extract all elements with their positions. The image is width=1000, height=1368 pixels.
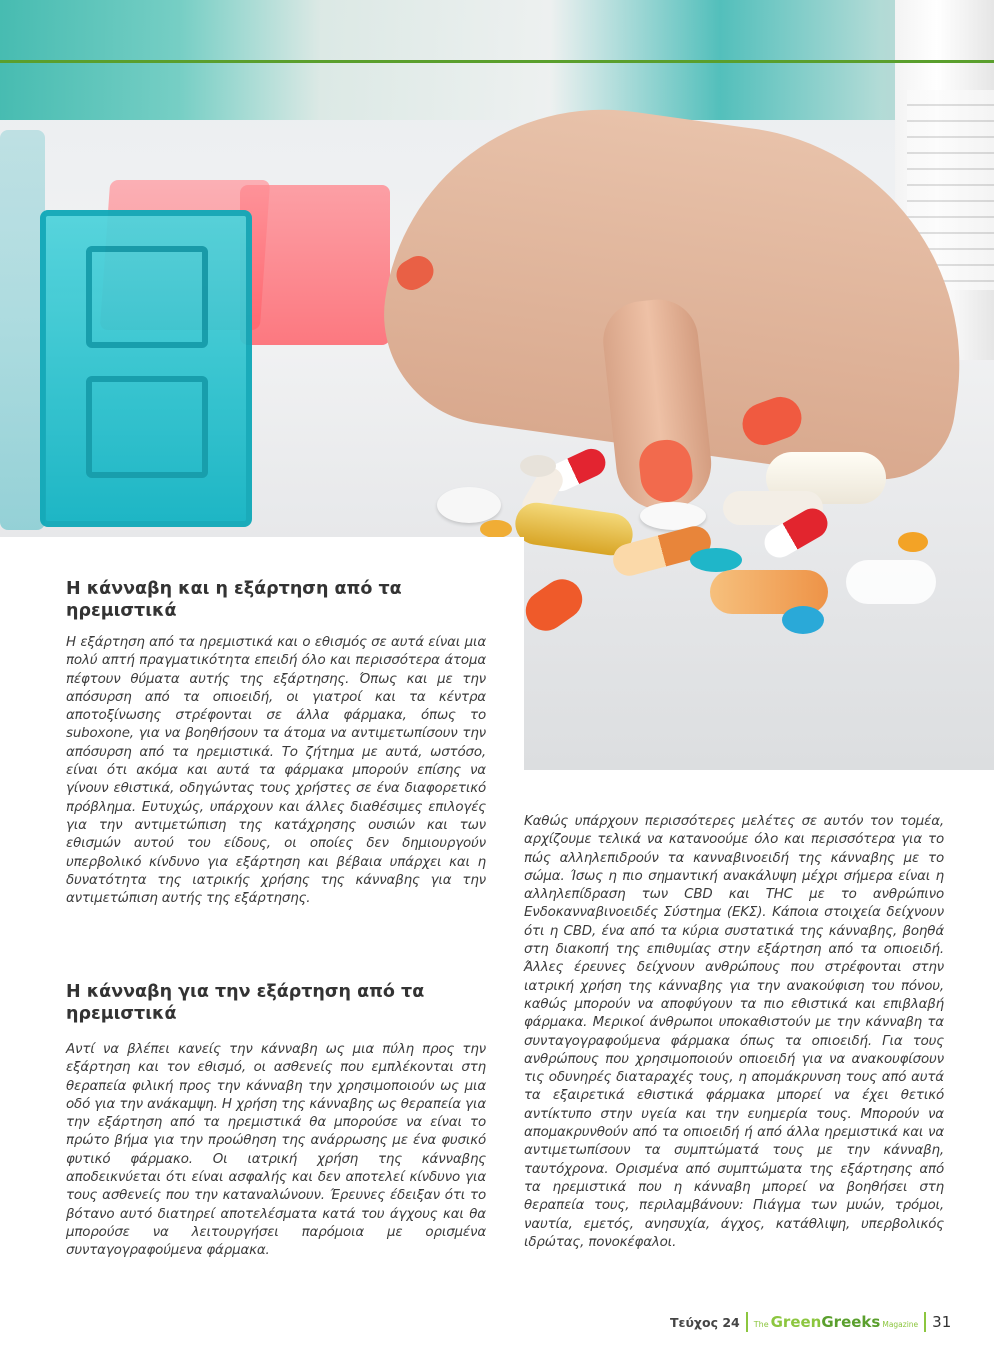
brand-greeks: Greeks [821, 1313, 881, 1331]
footer-separator-2 [924, 1312, 926, 1332]
right-column-paragraph: Καθώς υπάρχουν περισσότερες μελέτες σε αυτόν τον τομέα, αρχίζουμε τελικά να κατανοούμε όλο και περισσότερα για το πώς αλληλεπιδρούν τα κανναβινοειδή της κάνναβης με το σώμα. Ίσως η πιο σημαντική ανακάλυψη μέχρι σήμερα είναι η αλληλεπίδραση των CBD και THC με το ανθρώπινο Ενδοκανναβινοειδές Σύστημα (ΕΚΣ). Κάποια στοιχεία δείχνουν ότι η CBD, ένα από τα κύρια συστατικά της κάνναβης, βοηθά στη διακοπή της επιθυμίας στην εξάρτηση από τα οπιοειδή. Άλλες έρευνες δείχνουν ανθρώπους που στρέφονται στην ιατρική χρήση της κάνναβης για την ανακούφιση του πόνου, καθώς μπορούν να αποφύγουν τα πιο εθιστικά και επιβλαβή φάρμακα. Μερικοί άνθρωποι υποκαθιστούν με την κάνναβη τα συνταγογραφούμενα φάρμακα όπως τα οπιοειδή. Για τους ανθρώπους που χρησιμοποιούν οπιοειδή για να ανακουφίσουν τις οδυνηρές διαταραχές τους, η απομάκρυνση τους από αυτά τα εξαιρετικά εθιστικά φάρμακα μπορεί να έχει θετικό αντίκτυπο στην υγεία και την ευημερία τους. Μπορούν να απομακρυνθούν από τα οπιοειδή ή από άλλα ηρεμιστικά και να αντιμετωπίσουν τα συμπτώματά τους με την κάνναβη, ταυτόχρονα. Ορισμένα από συμπτώματα της εξάρτησης από τα ηρεμιστικά που η κάνναβη μπορεί να βοηθήσει στη θεραπεία τους, περιλαμβάνουν: Πιάγμα των μυών, τρόμοι, ναυτία, εμετός, ανησυχία, άγχος, κατάθλιψη, υπερβολικός ιδρώτας, πονοκέφαλοι. [524, 814, 944, 1250]
section1-heading: Η κάνναβη και η εξάρτηση από τα ηρεμιστικά [66, 579, 402, 621]
brand-logo [754, 1313, 918, 1331]
section1-paragraph: Η εξάρτηση από τα ηρεμιστικά και ο εθισμός σε αυτά είναι μια πολύ απτή πραγματικότητα επειδή όλο και περισσότερα άτομα πέφτουν θύματα αυτής της εξάρτησης. Όπως και με την απόσυρση από τα οπιοειδή, οι γιατροί και τα κέντρα αποτοξίνωσης στρέφονται σε άλλα φάρμακα, όπως το suboxone, για να βοηθήσουν τα άτομα να αντιμετωπίσουν την απόσυρση από τα ηρεμιστικά. Το ζήτημα με αυτά, ωστόσο, είναι ότι ακόμα και αυτά τα φάρμακα μπορούν επίσης να γίνουν εθιστικά, οδηγώντας τους χρήστες σε ένα διαφορετικό πρόβλημα. Ευτυχώς, υπάρχουν και άλλες διαθέσιμες επιλογές για την αντιμετώπιση της κατάχρησης ουσιών και των εθισμών αυτού του είδους, οι οποίες δεν δημιουργούν υπερβολικό κίνδυνο για εξάρτηση και βέβαια υπάρχει και η δυνατότητα της ιατρικής χρήσης της κάνναβης για την αντιμετώπιση αυτής της εξάρτησης. [66, 635, 486, 907]
section2-heading: Η κάνναβη για την εξάρτηση από τα ηρεμιστικά [66, 982, 425, 1024]
issue-number: Τεύχος 24 [670, 1314, 740, 1330]
brand-green: Green [770, 1313, 822, 1331]
page-number: 31 [932, 1313, 952, 1331]
section2-paragraph: Αντί να βλέπει κανείς την κάνναβη ως μια πύλη προς την εξάρτηση και τον εθισμό, οι ασθενείς που εμπλέκονται στη θεραπεία φιλική προς την κάνναβη την χρησιμοποιούν ως μια οδό για την ανάκαμψη. Η χρήση της κάνναβης ως θεραπεία για την εξάρτηση από τα ηρεμιστικά θα μπορούσε να είναι το πρώτο βήμα για την προώθηση της ανάρρωσης με ένα φυσικό φυτικό φάρμακο. Οι ιατρική χρήση της κάνναβης αποδεικνύεται ότι είναι ασφαλής και δεν αποτελεί κίνδυνο για τους ασθενείς που την καταναλώνουν. Έρευνες έδειξαν ότι το βότανο αυτό διατηρεί αποτελέσματα κατά του άγχους και θα μπορούσε να λειτουργήσει παρόμοια με ορισμένα συνταγογραφούμενα φάρμακα. [66, 1042, 486, 1259]
page-footer [670, 1310, 960, 1334]
brand-the: The [753, 1320, 769, 1329]
header-green-rule [0, 60, 1000, 63]
brand-magazine: Magazine [882, 1320, 919, 1329]
pill-organizer-teal [40, 210, 252, 527]
footer-separator [746, 1312, 748, 1332]
